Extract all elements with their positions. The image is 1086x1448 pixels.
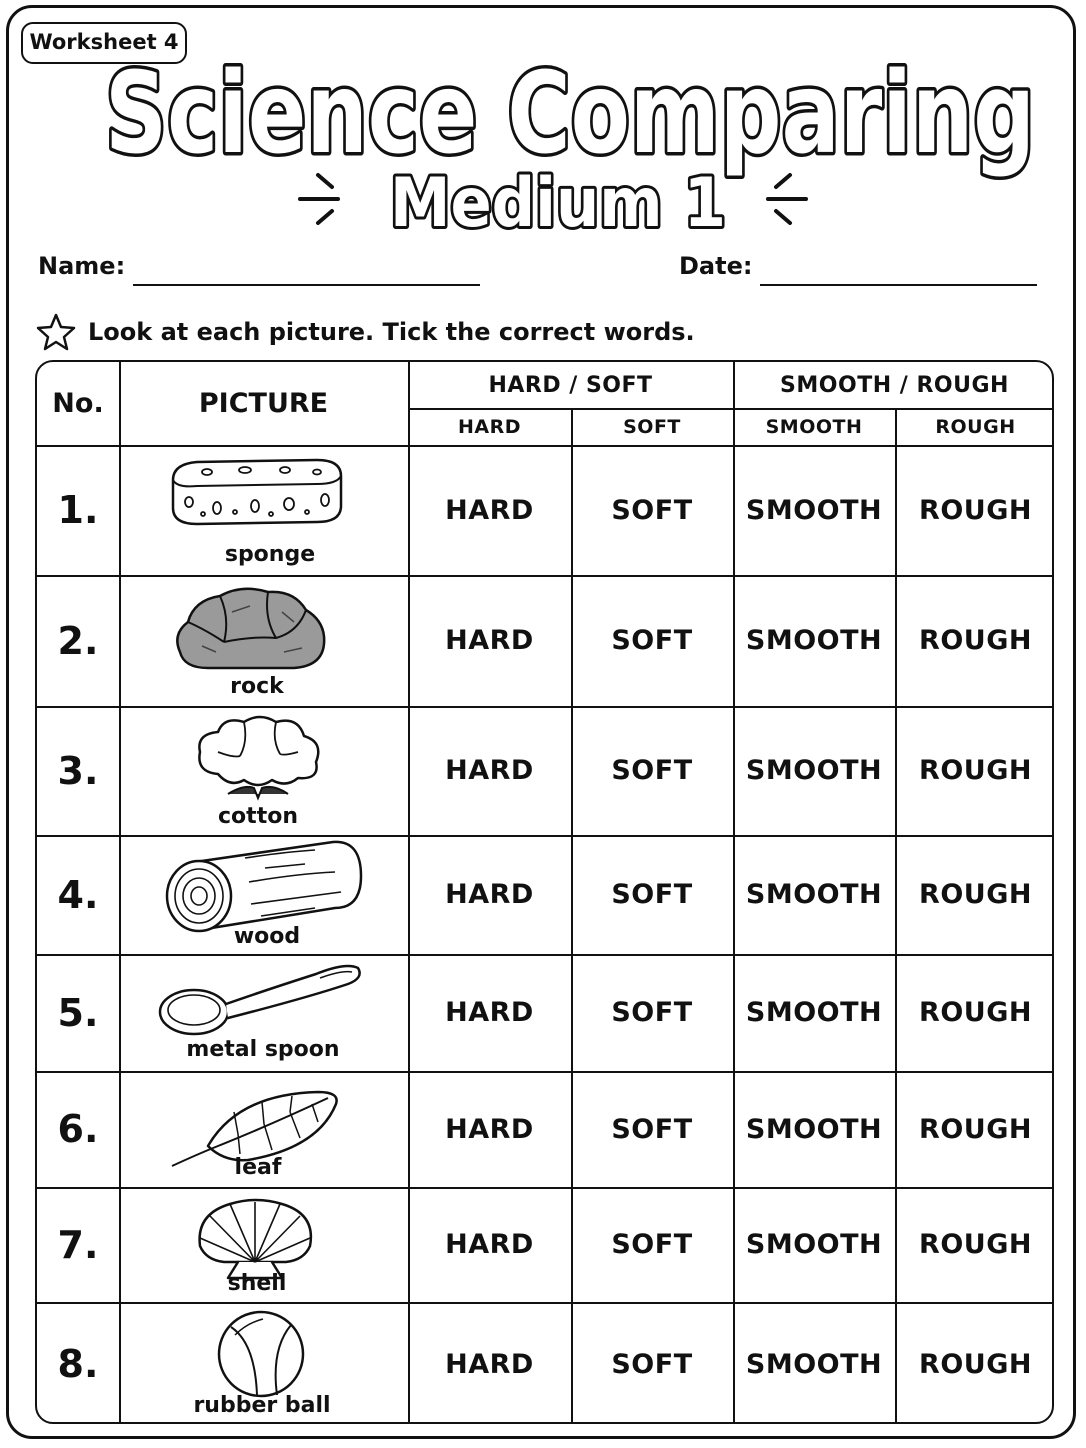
cotton-icon — [188, 712, 328, 802]
row-number: 5. — [57, 990, 99, 1035]
worksheet-badge: Worksheet 4 — [21, 22, 187, 64]
option-rough[interactable]: ROUGH — [919, 879, 1032, 910]
picture-label: wood — [233, 924, 301, 949]
row-number: 6. — [57, 1107, 99, 1151]
option-soft[interactable]: SOFT — [611, 1229, 693, 1260]
option-rough[interactable]: ROUGH — [919, 1113, 1032, 1145]
instruction — [36, 312, 695, 352]
option-smooth[interactable]: SMOOTH — [745, 755, 883, 786]
header-hard-soft: HARD / SOFT — [488, 372, 653, 398]
option-smooth[interactable]: SMOOTH — [745, 997, 883, 1028]
picture-label: metal spoon — [186, 1037, 340, 1062]
option-rough[interactable]: ROUGH — [919, 997, 1032, 1028]
picture-cell — [119, 954, 408, 1071]
row-number: 7. — [57, 1222, 99, 1267]
name-label: Name: — [38, 252, 126, 280]
picture-cell — [119, 1071, 408, 1187]
option-soft[interactable]: SOFT — [611, 755, 693, 786]
instruction-text: Look at each picture. Tick the correct words. — [88, 318, 695, 346]
wood-log-icon — [165, 838, 365, 938]
option-rough[interactable]: ROUGH — [919, 1229, 1032, 1260]
option-rough[interactable]: ROUGH — [919, 755, 1032, 786]
option-hard[interactable]: HARD — [445, 755, 534, 786]
option-soft[interactable]: SOFT — [611, 997, 693, 1028]
picture-cell — [119, 1187, 408, 1302]
row-number: 2. — [57, 618, 99, 663]
picture-label: leaf — [234, 1155, 282, 1180]
header-smooth-rough: SMOOTH / ROUGH — [780, 372, 1009, 398]
row-number: 3. — [57, 748, 99, 793]
option-hard[interactable]: HARD — [445, 879, 534, 910]
row-number: 1. — [57, 488, 99, 532]
date-input-line[interactable] — [760, 284, 1037, 286]
sponge-icon — [167, 452, 347, 532]
row-number: 4. — [57, 872, 99, 917]
title-block — [0, 0, 1086, 250]
option-soft[interactable]: SOFT — [611, 879, 693, 910]
option-smooth[interactable]: SMOOTH — [745, 1113, 883, 1145]
picture-label: cotton — [218, 804, 298, 829]
name-input-line[interactable] — [133, 284, 480, 286]
subheader-soft: SOFT — [623, 415, 681, 438]
option-rough[interactable]: ROUGH — [919, 1348, 1032, 1380]
option-smooth[interactable]: SMOOTH — [745, 1229, 883, 1260]
option-smooth[interactable]: SMOOTH — [745, 1348, 883, 1380]
header-picture: PICTURE — [198, 388, 329, 419]
header-no: No. — [52, 388, 104, 419]
subheader-hard: HARD — [457, 415, 521, 438]
picture-cell — [119, 706, 408, 835]
option-smooth[interactable]: SMOOTH — [745, 879, 883, 910]
option-hard[interactable]: HARD — [445, 494, 534, 526]
option-hard[interactable]: HARD — [445, 997, 534, 1028]
option-soft[interactable]: SOFT — [611, 494, 693, 526]
picture-label: shell — [227, 1271, 287, 1296]
picture-label: rubber ball — [193, 1393, 331, 1418]
subheader-rough: ROUGH — [935, 415, 1016, 438]
subheader-smooth: SMOOTH — [765, 415, 863, 438]
page-title: Science Comparing — [105, 49, 1035, 179]
option-hard[interactable]: HARD — [445, 1229, 534, 1260]
sparkle-left-icon — [300, 175, 338, 223]
option-rough[interactable]: ROUGH — [919, 494, 1032, 526]
picture-label: rock — [230, 674, 284, 699]
picture-cell — [119, 835, 408, 954]
option-smooth[interactable]: SMOOTH — [745, 625, 883, 656]
date-label: Date: — [679, 252, 753, 280]
spoon-icon — [156, 960, 366, 1040]
ball-icon — [211, 1309, 311, 1399]
picture-label: sponge — [224, 542, 316, 567]
rock-icon — [172, 582, 332, 672]
option-smooth[interactable]: SMOOTH — [745, 494, 883, 526]
sparkle-right-icon — [768, 175, 806, 223]
picture-cell — [119, 575, 408, 706]
picture-cell — [119, 445, 408, 575]
picture-cell — [119, 1302, 408, 1424]
row-number: 8. — [57, 1342, 99, 1386]
page-subtitle: Medium 1 — [390, 164, 726, 243]
comparison-table — [35, 360, 1054, 1424]
option-hard[interactable]: HARD — [445, 1348, 534, 1380]
option-soft[interactable]: SOFT — [611, 1113, 693, 1145]
option-soft[interactable]: SOFT — [611, 1348, 693, 1380]
option-soft[interactable]: SOFT — [611, 625, 693, 656]
option-hard[interactable]: HARD — [445, 1113, 534, 1145]
option-hard[interactable]: HARD — [445, 625, 534, 656]
star-icon — [36, 313, 76, 351]
option-rough[interactable]: ROUGH — [919, 625, 1032, 656]
